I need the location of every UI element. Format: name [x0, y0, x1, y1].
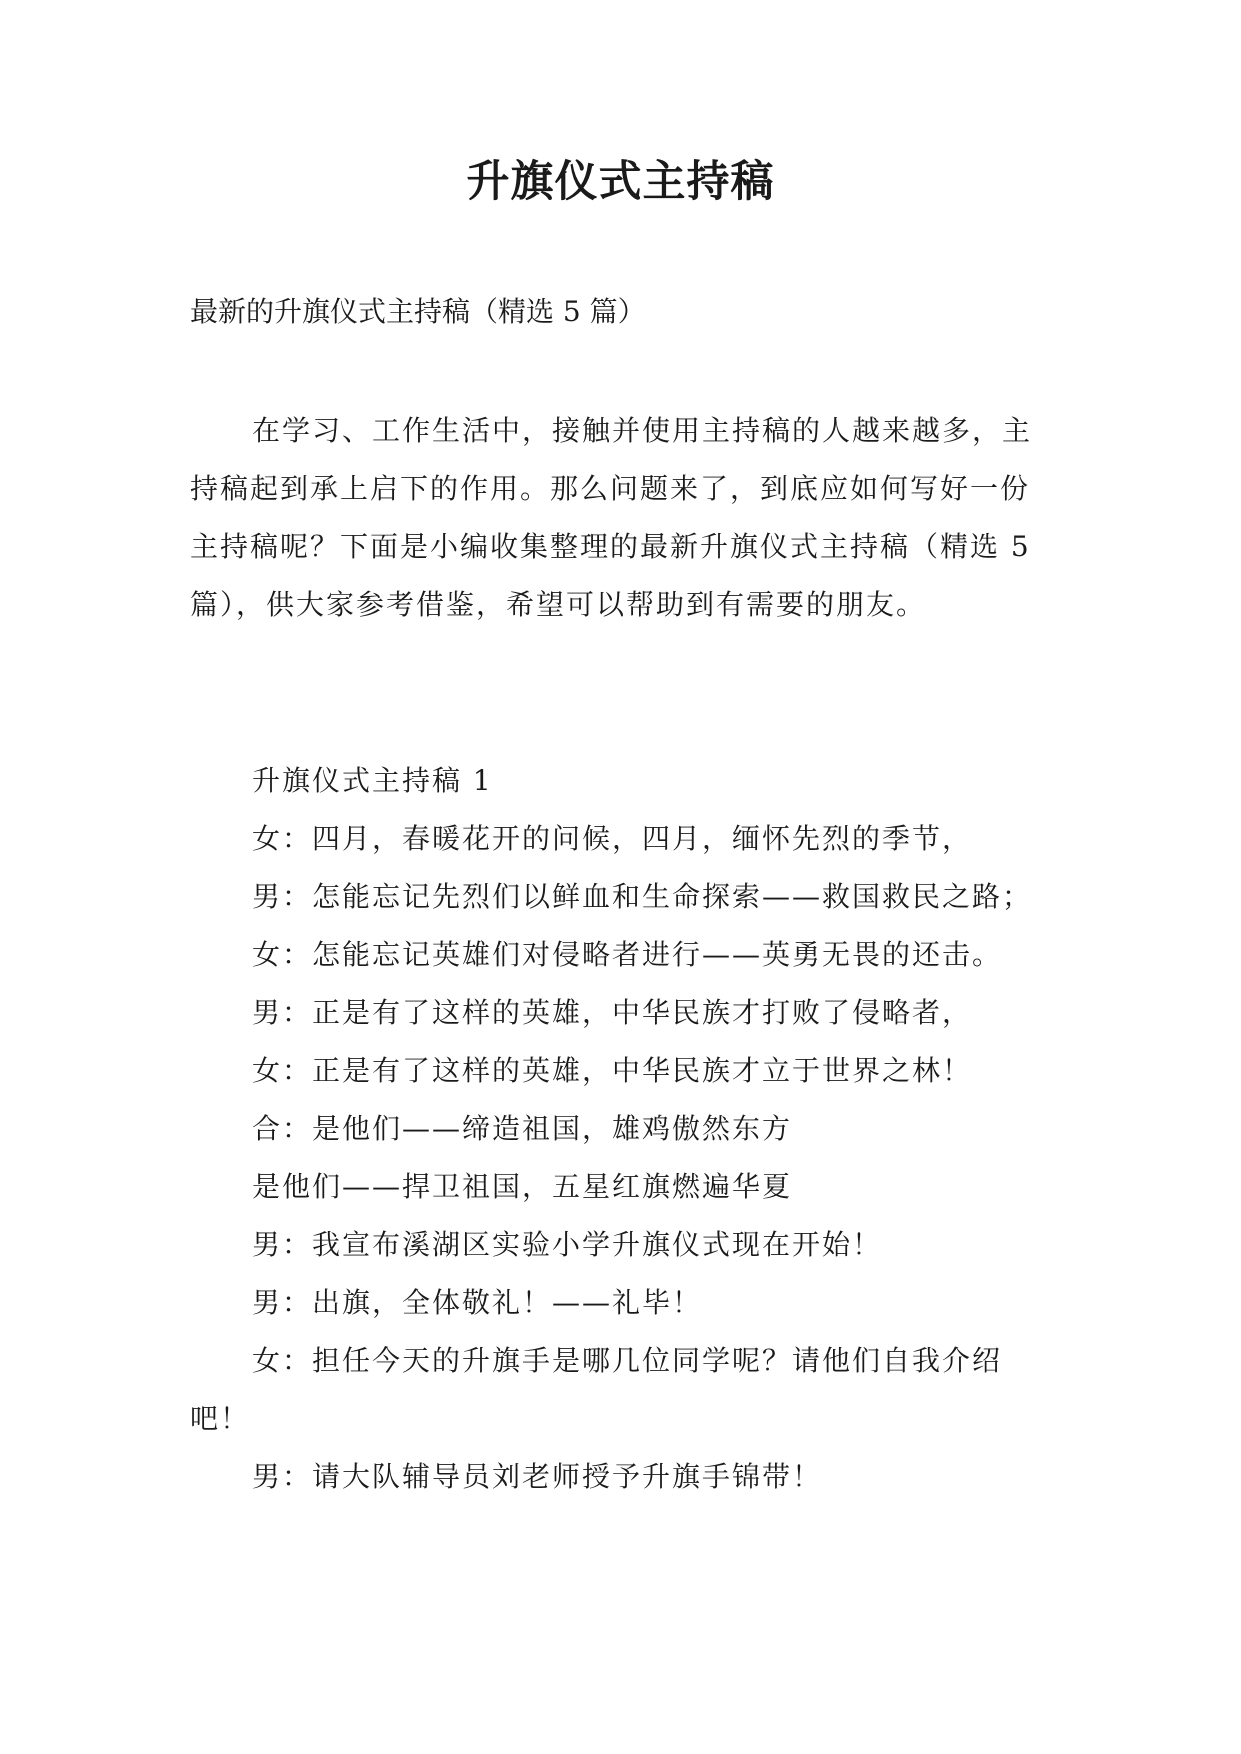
script-body: [190, 752, 1050, 1506]
script-line: 是他们——捍卫祖国，五星红旗燃遍华夏: [252, 1170, 793, 1203]
script-line: 女：怎能忘记英雄们对侵略者进行——英勇无畏的还击。: [252, 938, 1003, 971]
document-title: 升旗仪式主持稿: [466, 157, 775, 207]
script-line: 女：担任今天的升旗手是哪几位同学呢？请他们自我介绍吧！: [190, 1344, 1003, 1435]
script-line: 男：怎能忘记先烈们以鲜血和生命探索——救国救民之路；: [252, 880, 1033, 913]
script-line: 男：请大队辅导员刘老师授予升旗手锦带！: [252, 1460, 823, 1493]
script-line: 女：四月，春暖花开的问候，四月，缅怀先烈的季节，: [252, 822, 973, 855]
script-line: 男：正是有了这样的英雄，中华民族才打败了侵略者，: [252, 996, 973, 1029]
intro-paragraph: 在学习、工作生活中，接触并使用主持稿的人越来越多，主持稿起到承上启下的作用。那么问题来了，到底应如何写好一份主持稿呢？下面是小编收集整理的最新升旗仪式主持稿（精选 5 篇），供大家参考借鉴，希望可以帮助到有需要的朋友。: [190, 414, 1033, 621]
script-line: 女：正是有了这样的英雄，中华民族才立于世界之林！: [252, 1054, 973, 1087]
section-heading: 升旗仪式主持稿 1: [252, 764, 493, 797]
document-subtitle: 最新的升旗仪式主持稿（精选 5 篇）: [190, 295, 646, 328]
script-line: 男：出旗，全体敬礼！——礼毕！: [252, 1286, 703, 1319]
script-line: 合：是他们——缔造祖国，雄鸡傲然东方: [252, 1112, 793, 1145]
script-line: 男：我宣布溪湖区实验小学升旗仪式现在开始！: [252, 1228, 883, 1261]
